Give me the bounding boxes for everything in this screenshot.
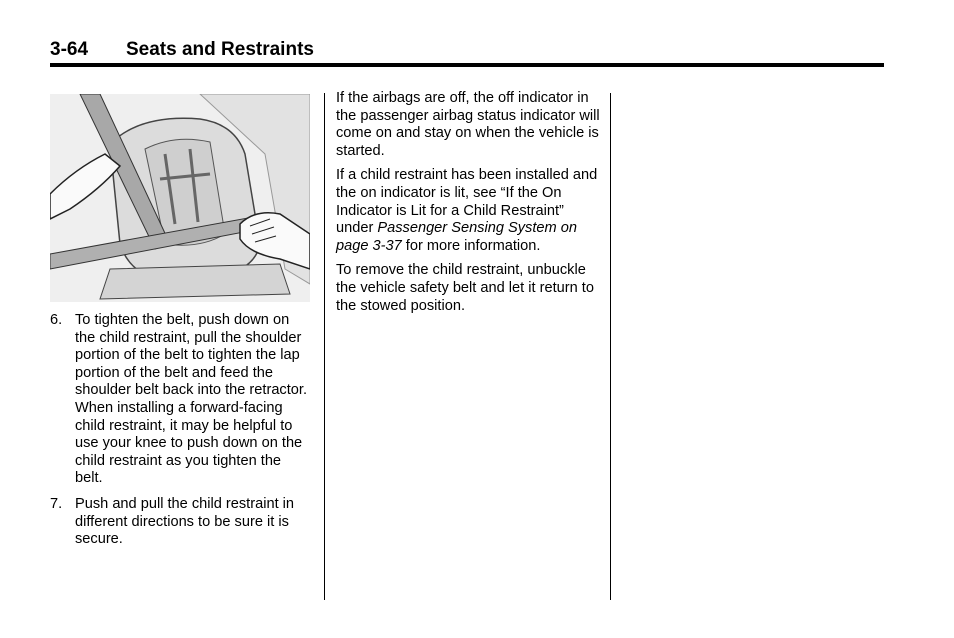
paragraph-on-indicator [336,167,602,255]
step-text: To tighten the belt, push down on the child restraint, pull the shoulder portion of the belt to tighten the lap portion of the belt and feed the shoulder belt back into the retractor. When installing a forward-facing child restraint, it may be helpful to use your knee to push down on the child restraint as you tighten the belt. [75,312,308,487]
paragraph-text: If a child restraint has been installed and the on indicator is lit, see “If the On Indicator is Lit for a Child Restraint” under [336,167,598,237]
child-seat-illustration-icon [50,94,310,302]
column-divider-right [610,93,611,600]
paragraph-remove-restraint: To remove the child restraint, unbuckle the vehicle safety belt and let it return to the stowed position. [336,262,594,314]
step-number: 7. [50,495,63,512]
list-item [50,312,312,488]
section-title: Seats and Restraints [126,39,314,60]
list-item [50,496,312,549]
cross-reference-link[interactable]: Passenger Sensing System on page 3-37 [336,220,577,254]
paragraph-text: for more information. [401,237,541,254]
step-number: 6. [50,312,63,328]
column-divider-left [324,93,325,600]
left-column [50,90,312,557]
step-text: Push and pull the child restraint in different directions to be sure it is secure. [75,495,295,548]
middle-column [336,90,602,322]
page-header [50,38,884,64]
paragraph-airbag-off: If the airbags are off, the off indicator in the passenger airbag status indicator will come on and stay on when the vehicle is started. [336,90,600,159]
page-number: 3-64 [50,39,89,60]
instruction-steps [50,312,312,549]
header-rule [50,63,884,67]
